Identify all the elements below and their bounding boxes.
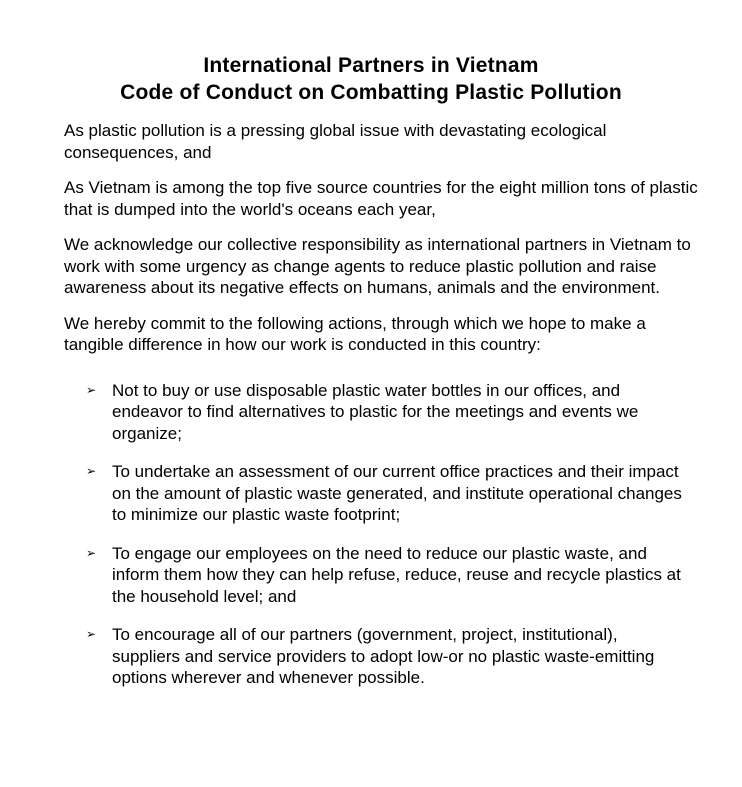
paragraph-acknowledgement: We acknowledge our collective responsibility as international partners in Vietnam to work with some urgency as change agents to reduce plastic pollution and raise awareness about its negative effects on humans, animals and the environment. (64, 235, 691, 297)
paragraph-preamble-2: As Vietnam is among the top five source countries for the eight million tons of plastic that is dumped into the world's oceans each year, (64, 178, 698, 219)
list-item (64, 543, 688, 608)
document-title (40, 52, 702, 106)
commitment-text: Not to buy or use disposable plastic water bottles in our offices, and endeavor to find alternatives to plastic for the meetings and events we organize; (112, 380, 639, 443)
arrow-bullet-icon: ➢ (86, 464, 97, 478)
commitments-list (64, 380, 702, 689)
title-line-1: International Partners in Vietnam (203, 54, 539, 77)
arrow-bullet-icon: ➢ (86, 382, 97, 397)
list-item (64, 461, 688, 526)
paragraph-commitment-intro: We hereby commit to the following actions, through which we hope to make a tangible difference in how our work is conducted in this country: (64, 313, 646, 354)
title-line-2: Code of Conduct on Combatting Plastic Pollution (120, 81, 622, 104)
list-item (64, 380, 688, 445)
commitment-text: To undertake an assessment of our current office practices and their impact on the amount of plastic waste generated, and institute operational changes to minimize our plastic waste footprint; (112, 462, 682, 524)
paragraph-preamble-1: As plastic pollution is a pressing global issue with devastating ecological consequences, and (64, 121, 607, 162)
arrow-bullet-icon: ➢ (86, 545, 97, 560)
arrow-bullet-icon: ➢ (86, 627, 97, 641)
commitment-text: To encourage all of our partners (government, project, institutional), suppliers and service providers to adopt low-or no plastic waste-emitting options wherever and whenever possible. (112, 625, 655, 687)
list-item (64, 624, 688, 689)
commitment-text: To engage our employees on the need to reduce our plastic waste, and inform them how they can help refuse, reduce, reuse and recycle plastics at the household level; and (112, 543, 681, 606)
